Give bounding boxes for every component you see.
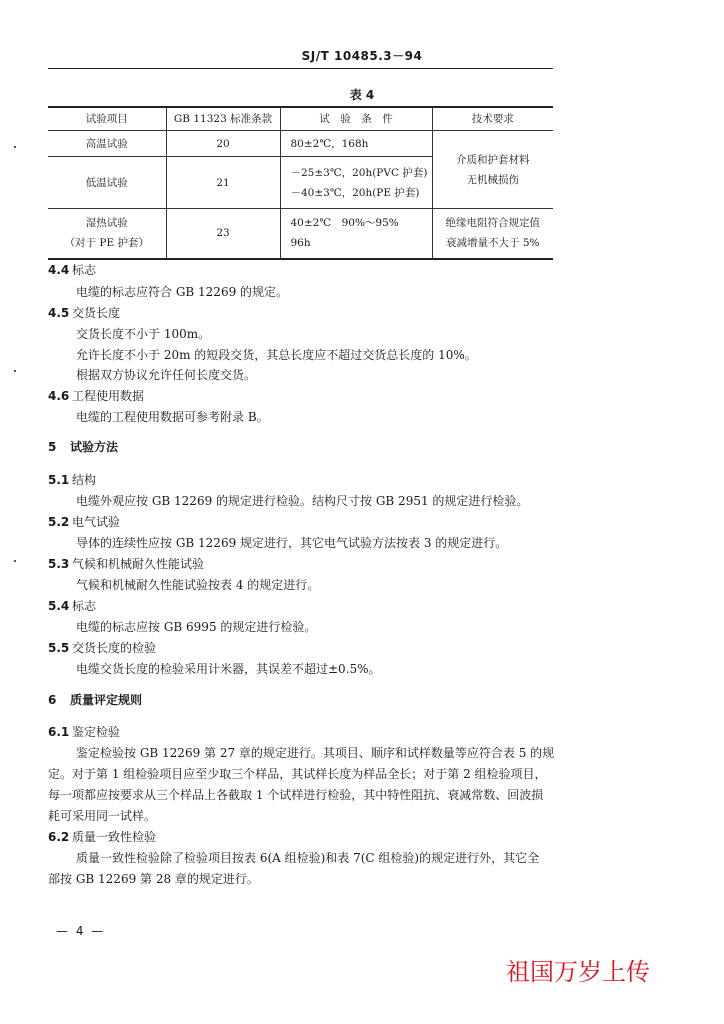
- section-text-6-1: 鉴定检验按 GB 12269 第 27 章的规定进行。其项目、顺序和试样数量等应符合表 5 的规: [76, 746, 555, 760]
- upload-watermark: 祖国万岁上传: [506, 958, 650, 986]
- section-text-5-2: 导体的连续性应按 GB 12269 规定进行，其它电气试验方法按表 3 的规定进行。: [76, 536, 508, 550]
- scan-speck: [14, 370, 16, 372]
- item-line: 湿热试验: [85, 217, 128, 230]
- scan-speck: [14, 560, 16, 562]
- section-text-4-5: 交货长度不小于 100m。: [76, 327, 211, 341]
- section-text-5-1: 电缆外观应按 GB 12269 的规定进行检验。结构尺寸按 GB 2951 的规定进行检验。: [76, 494, 529, 508]
- section-heading-4-4: 4.4 标志: [48, 263, 97, 277]
- section-text-4-5: 允许长度不小于 20m 的短段交货，其总长度应不超过交货总长度的 10%。: [76, 348, 477, 362]
- section-heading-5-2: 5.2 电气试验: [48, 515, 121, 529]
- column-header: 试验项目: [48, 107, 166, 131]
- section-heading-6-1: 6.1 鉴定检验: [48, 725, 121, 739]
- scan-speck: [14, 146, 16, 148]
- condition-line: －25±3℃，20h(PVC 护套): [290, 166, 428, 179]
- condition-line: 40±2℃ 90%～95%: [290, 217, 399, 230]
- section-text-6-1: 定。对于第 1 组检验项目应至少取三个样品，其试样长度为样品全长；对于第 2 组检验项目，: [48, 767, 547, 781]
- test-conditions-table: [48, 106, 553, 260]
- standard-clause: 21: [166, 157, 280, 209]
- section-heading-5-1: 5.1 结构: [48, 473, 97, 487]
- standard-code: SJ/T 10485.3－94: [301, 49, 423, 63]
- section-text-5-5: 电缆交货长度的检验采用计米器，其误差不超过±0.5%。: [76, 662, 381, 676]
- test-item: 低温试验: [48, 157, 166, 209]
- requirement-line: 绝缘电阻符合规定值: [445, 217, 540, 230]
- requirement-line: 无机械损伤: [466, 173, 519, 186]
- section-text-6-2: 质量一致性检验除了检验项目按表 6(A 组检验)和表 7(C 组检验)的规定进行外，其它全: [76, 851, 540, 865]
- test-item: [48, 209, 166, 259]
- section-text-5-3: 气候和机械耐久性能试验按表 4 的规定进行。: [76, 578, 320, 592]
- test-condition: [280, 209, 432, 259]
- section-text-5-4: 电缆的标志应按 GB 6995 的规定进行检验。: [76, 620, 317, 634]
- section-heading-5: 5 试验方法: [48, 440, 119, 454]
- section-text-4-5: 根据双方协议允许任何长度交货。: [76, 368, 257, 382]
- section-heading-5-5: 5.5 交货长度的检验: [48, 641, 157, 655]
- standard-clause: 20: [166, 131, 280, 157]
- requirement-line: 衰减增量不大于 5%: [446, 237, 540, 250]
- standard-clause: 23: [166, 209, 280, 259]
- section-heading-6-2: 6.2 质量一致性检验: [48, 830, 157, 844]
- section-heading-4-6: 4.6 工程使用数据: [48, 389, 145, 403]
- table-title: 表 4: [349, 88, 375, 102]
- header-rule: [48, 68, 553, 69]
- column-header: 技术要求: [432, 107, 553, 131]
- section-text-6-2: 部按 GB 12269 第 28 章的规定进行。: [48, 872, 259, 886]
- technical-requirement: [432, 131, 553, 209]
- test-condition: 80±2℃，168h: [280, 131, 432, 157]
- condition-line: 96h: [290, 237, 311, 250]
- test-item: 高温试验: [48, 131, 166, 157]
- section-heading-6: 6 质量评定规则: [48, 693, 143, 707]
- section-text-4-6: 电缆的工程使用数据可参考附录 B。: [76, 410, 269, 424]
- page-number: — 4 —: [56, 924, 106, 938]
- requirement-line: 介质和护套材料: [456, 153, 530, 166]
- table-row: [48, 209, 553, 259]
- section-heading-5-3: 5.3 气候和机械耐久性能试验: [48, 557, 205, 571]
- section-text-6-1: 每一项都应按要求从三个样品上各截取 1 个试样进行检验，其中特性阻抗、衰减常数、回波损: [48, 788, 544, 802]
- column-header: GB 11323 标准条款: [166, 107, 280, 131]
- technical-requirement: [432, 209, 553, 259]
- section-text-4-4: 电缆的标志应符合 GB 12269 的规定。: [76, 285, 289, 299]
- column-header: 试 验 条 件: [280, 107, 432, 131]
- section-heading-5-4: 5.4 标志: [48, 599, 97, 613]
- section-heading-4-5: 4.5 交货长度: [48, 306, 121, 320]
- item-line: （对于 PE 护套）: [64, 237, 149, 250]
- section-text-6-1: 耗可采用同一试样。: [48, 809, 157, 823]
- condition-line: －40±3℃，20h(PE 护套): [290, 186, 420, 199]
- table-row: [48, 131, 553, 157]
- test-condition: [280, 157, 432, 209]
